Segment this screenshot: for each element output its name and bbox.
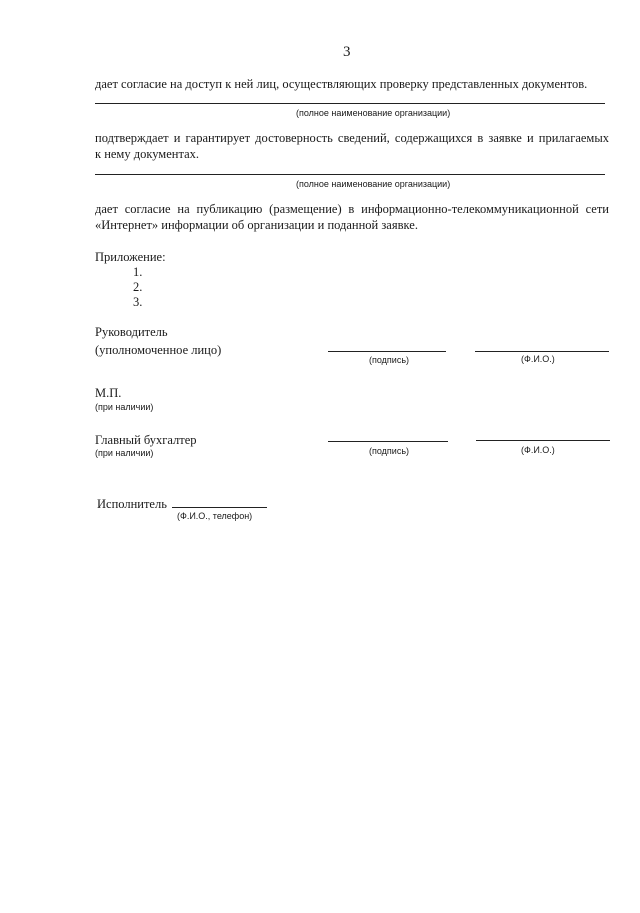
head-title-line-2: (уполномоченное лицо): [95, 343, 222, 357]
consent-access-text: дает согласие на доступ к ней лиц, осуществляющих проверку представленных документов.: [95, 77, 588, 91]
head-title-line-1: Руководитель: [95, 325, 168, 339]
stamp-note: (при наличии): [95, 402, 154, 412]
organization-name-caption-2: (полное наименование организации): [296, 179, 451, 189]
stamp-label: М.П.: [95, 386, 122, 400]
executor-caption: (Ф.И.О., телефон): [177, 511, 253, 521]
guarantee-text-line-1: подтверждает и гарантирует достоверность сведений, содержащихся в заявке и прилагаемых: [95, 131, 609, 145]
accountant-note: (при наличии): [95, 448, 154, 458]
accountant-signature-caption: (подпись): [369, 446, 410, 456]
head-name-line: [475, 351, 609, 352]
organization-name-line-2: [95, 174, 605, 175]
executor-line: [172, 507, 267, 508]
accountant-title: Главный бухгалтер: [95, 433, 197, 447]
accountant-name-line: [476, 440, 610, 441]
publication-text-line-1: дает согласие на публикацию (размещение) в информационно-телекоммуникационной сети: [95, 202, 609, 216]
page-number: 3: [343, 44, 351, 60]
attachment-item-1: 1.: [133, 265, 143, 279]
organization-name-caption-1: (полное наименование организации): [296, 108, 451, 118]
attachment-item-3: 3.: [133, 295, 143, 309]
head-signature-caption: (подпись): [369, 355, 410, 365]
guarantee-text-line-2: к нему документах.: [95, 147, 199, 161]
attachment-item-2: 2.: [133, 280, 143, 294]
executor-label: Исполнитель: [97, 497, 167, 511]
publication-text-line-2: «Интернет» информации об организации и поданной заявке.: [95, 218, 418, 232]
accountant-signature-line: [328, 441, 448, 442]
head-name-caption: (Ф.И.О.): [521, 354, 555, 364]
accountant-name-caption: (Ф.И.О.): [521, 445, 555, 455]
attachments-heading: Приложение:: [95, 250, 166, 264]
organization-name-line-1: [95, 103, 605, 104]
head-signature-line: [328, 351, 446, 352]
